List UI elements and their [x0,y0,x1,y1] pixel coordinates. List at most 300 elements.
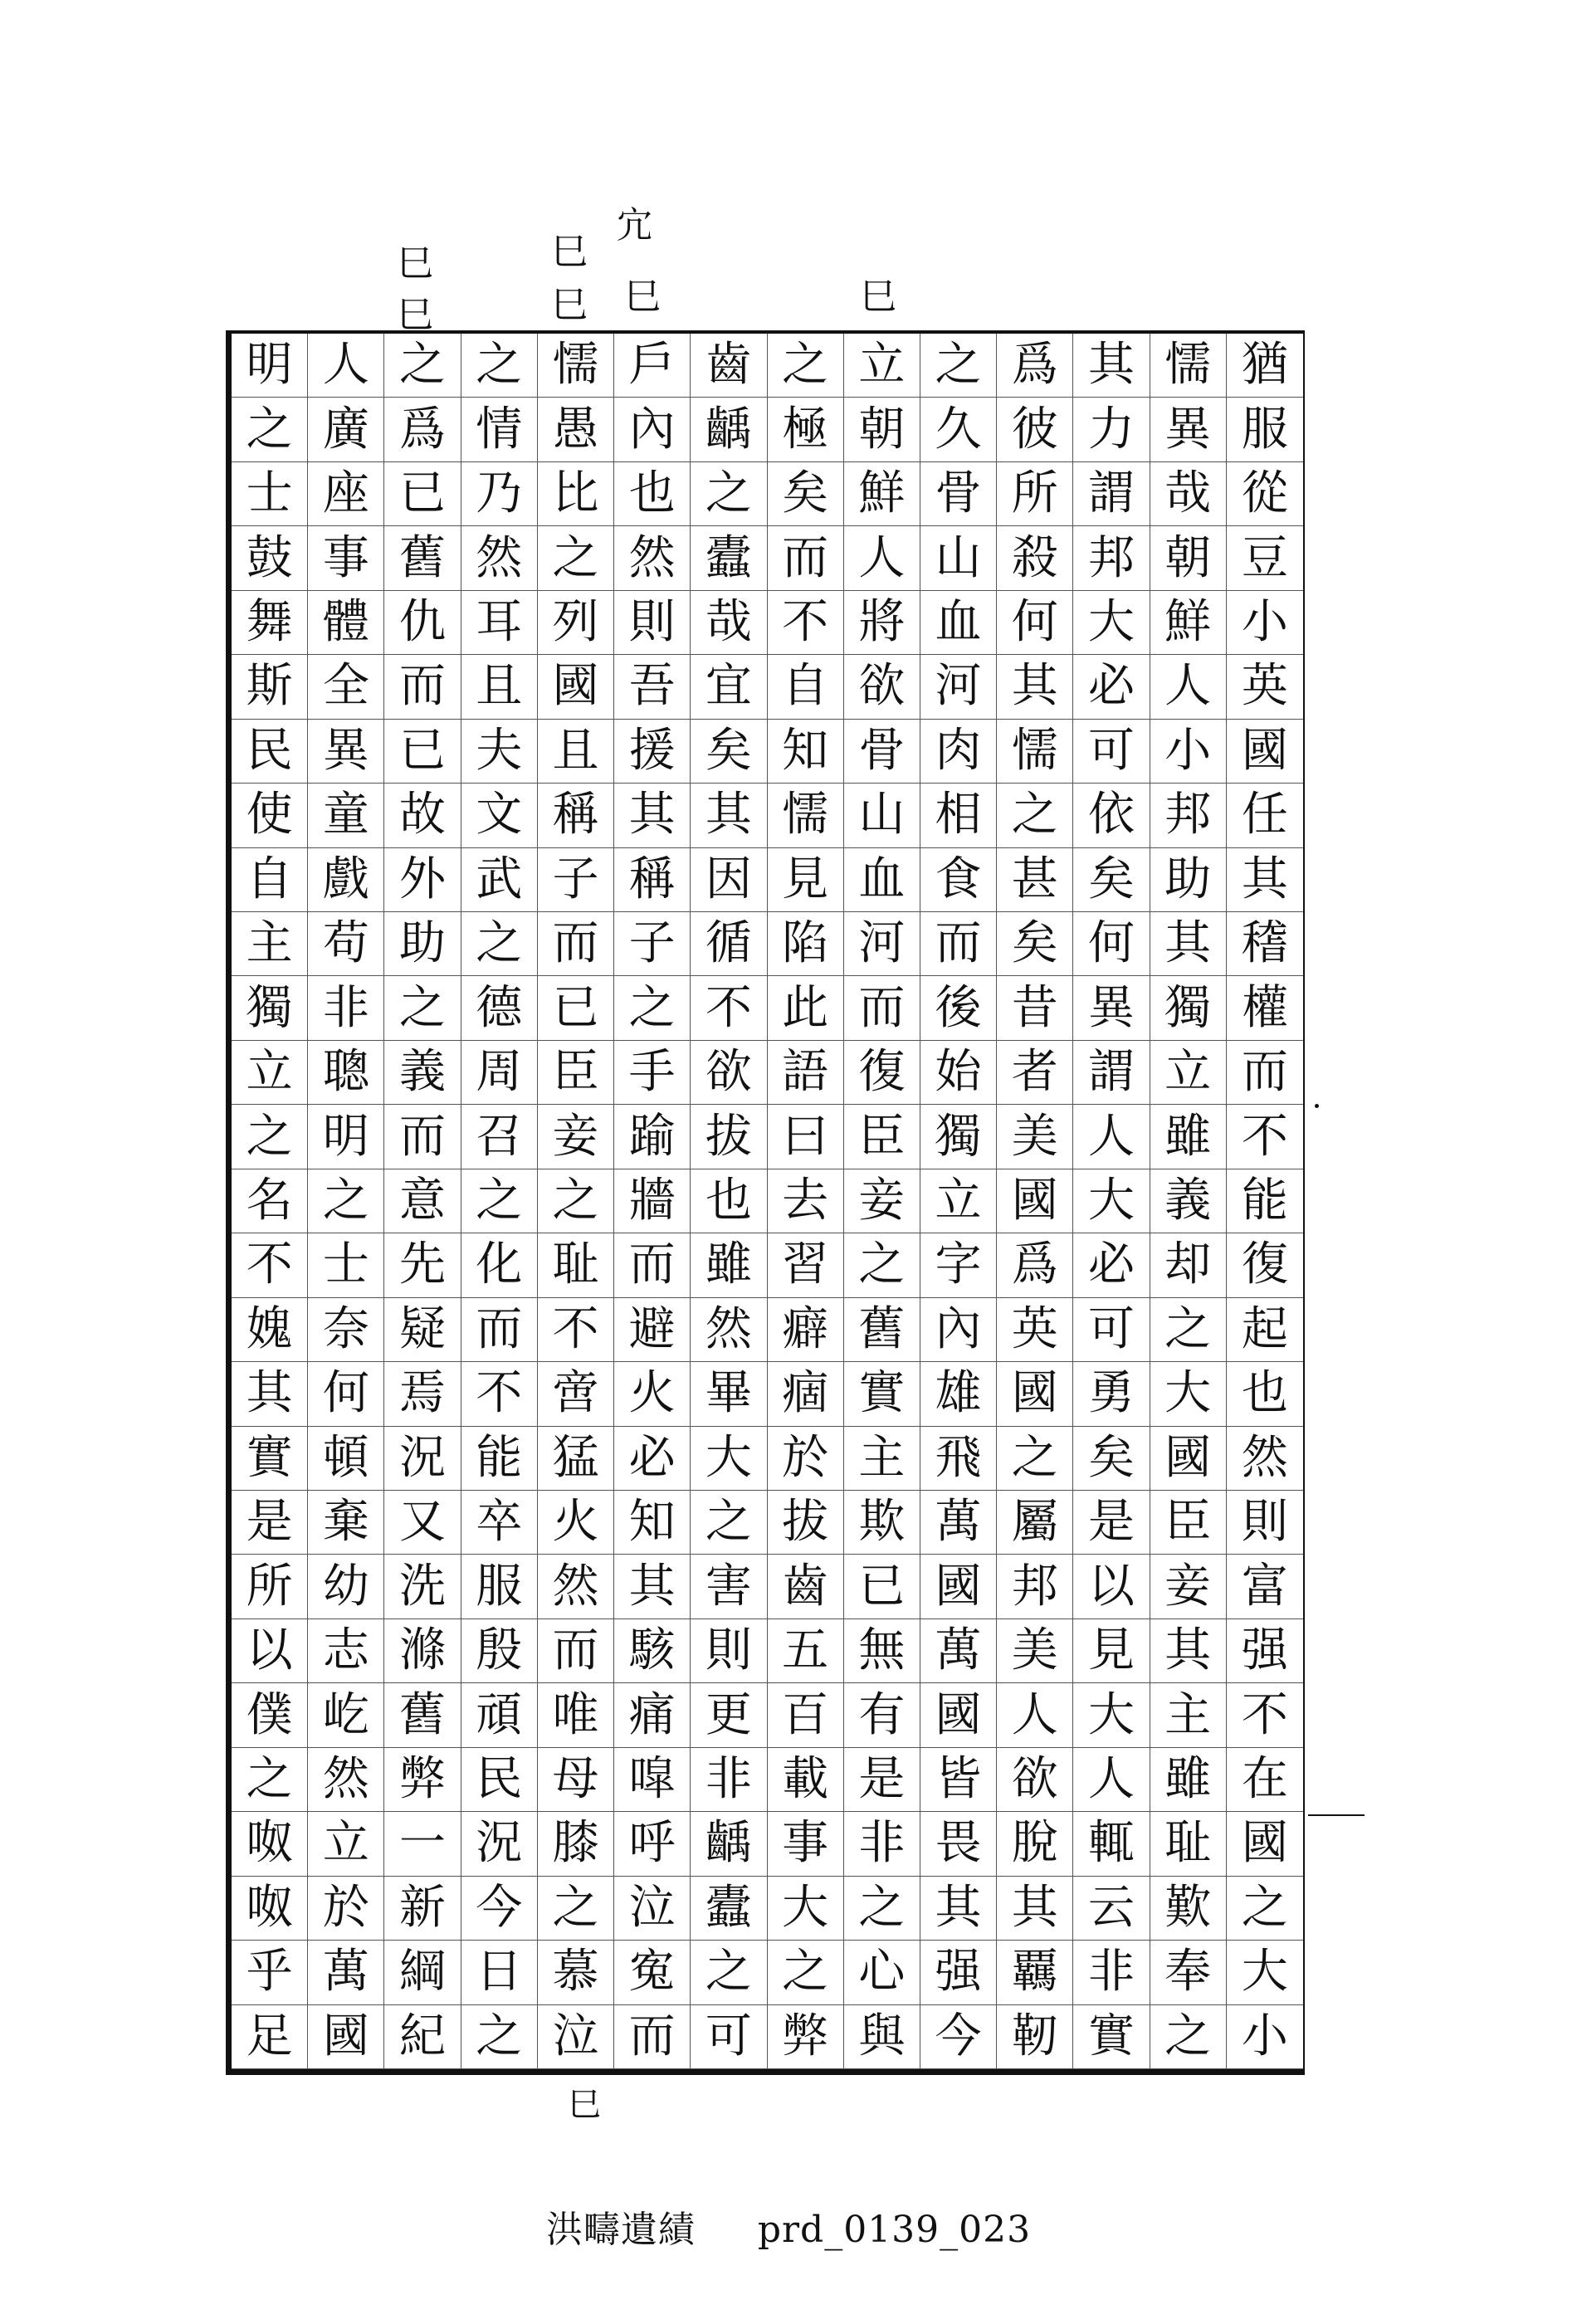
grid-cell: 强 [920,1941,997,2004]
grid-cell: 然 [691,1298,767,1362]
grid-cell: 臣 [538,1041,614,1105]
grid-cell: 去 [768,1169,844,1233]
grid-cell: 將 [844,591,920,655]
grid-cell: 人 [844,526,920,590]
grid-cell: 已 [384,720,461,784]
grid-cell: 雖 [691,1233,767,1297]
grid-cell: 今 [461,1877,538,1941]
grid-cell: 皆 [920,1748,997,1812]
grid-cell: 斯 [232,655,308,719]
grid-cell: 自 [768,655,844,719]
grid-cell: 妾 [1150,1555,1227,1618]
grid-cell: 且 [461,655,538,719]
grid-cell: 齲 [691,398,767,461]
grid-cell: 英 [1227,655,1303,719]
grid-cell: 啻 [538,1362,614,1426]
grid-cell: 見 [1073,1619,1150,1683]
grid-cell: 異 [308,720,384,784]
grid-cell: 武 [461,848,538,912]
grid-cell: 知 [768,720,844,784]
grid-cell: 紀 [384,2005,461,2069]
grid-cell: 之 [1227,1877,1303,1941]
grid-cell: 萬 [920,1491,997,1555]
grid-cell: 血 [844,848,920,912]
grid-cell: 國 [538,655,614,719]
grid-cell: 民 [461,1748,538,1812]
grid-cell: 之 [461,334,538,398]
grid-cell: 其 [1150,1619,1227,1683]
grid-cell: 志 [308,1619,384,1683]
grid-cell: 日 [461,1941,538,2004]
grid-cell: 矣 [691,720,767,784]
grid-cell: 從 [1227,462,1303,526]
grid-cell: 稱 [538,784,614,847]
grid-cell: 吾 [614,655,691,719]
grid-cell: 獨 [1150,976,1227,1040]
grid-cell: 德 [461,976,538,1040]
grid-cell: 懦 [768,784,844,847]
grid-cell: 雖 [1150,1748,1227,1812]
grid-cell: 矣 [768,462,844,526]
grid-cell: 奈 [308,1298,384,1362]
grid-cell: 萬 [920,1619,997,1683]
page-footer [0,2200,1577,2253]
grid-cell: 殺 [997,526,1073,590]
footer-code: prd_0139_023 [757,2209,1032,2251]
grid-cell: 肉 [920,720,997,784]
grid-cell: 哉 [691,591,767,655]
grid-cell: 人 [1073,1748,1150,1812]
grid-cell: 主 [844,1427,920,1491]
grid-cell: 頓 [308,1427,384,1491]
grid-cell: 也 [691,1169,767,1233]
grid-cell: 何 [308,1362,384,1426]
grid-cell: 見 [768,848,844,912]
grid-cell: 已 [844,1555,920,1618]
grid-cell: 其 [1073,334,1150,398]
grid-cell: 不 [461,1362,538,1426]
grid-cell: 則 [1227,1491,1303,1555]
grid-cell: 謂 [1073,1041,1150,1105]
grid-cell: 自 [232,848,308,912]
grid-cell: 邦 [1150,784,1227,847]
grid-cell: 比 [538,462,614,526]
grid-cell: 妾 [844,1169,920,1233]
grid-cell: 且 [538,720,614,784]
grid-cell: 泣 [614,1877,691,1941]
grid-cell: 棄 [308,1491,384,1555]
grid-cell: 大 [691,1427,767,1491]
grid-cell: 骨 [844,720,920,784]
grid-cell: 耻 [538,1233,614,1297]
grid-cell: 豆 [1227,526,1303,590]
grid-cell: 臣 [844,1105,920,1169]
grid-cell: 立 [308,1812,384,1876]
grid-cell: 非 [691,1748,767,1812]
grid-cell: 靭 [997,2005,1073,2069]
grid-cell: 呶 [232,1812,308,1876]
grid-cell: 因 [691,848,767,912]
grid-cell: 害 [691,1555,767,1618]
grid-cell: 之 [384,976,461,1040]
grid-cell: 曰 [768,1105,844,1169]
grid-cell: 義 [384,1041,461,1105]
grid-cell: 鼓 [232,526,308,590]
grid-cell: 矣 [997,912,1073,976]
grid-cell: 是 [1073,1491,1150,1555]
grid-cell: 相 [920,784,997,847]
grid-cell: 朝 [844,398,920,461]
grid-cell: 文 [461,784,538,847]
grid-cell: 而 [538,1619,614,1683]
grid-cell: 之 [691,462,767,526]
grid-cell: 拔 [768,1491,844,1555]
grid-cell: 而 [844,976,920,1040]
grid-cell: 服 [461,1555,538,1618]
grid-cell: 循 [691,912,767,976]
grid-cell: 更 [691,1683,767,1747]
grid-cell: 國 [997,1362,1073,1426]
grid-cell: 必 [1073,1233,1150,1297]
grid-cell: 之 [844,1877,920,1941]
grid-cell: 其 [614,1555,691,1618]
grid-cell: 卒 [461,1491,538,1555]
grid-cell: 必 [1073,655,1150,719]
grid-cell: 立 [1150,1041,1227,1105]
grid-cell: 而 [1227,1041,1303,1105]
annotation: 巳 [551,231,588,273]
grid-cell: 屹 [308,1683,384,1747]
grid-cell: 語 [768,1041,844,1105]
grid-cell: 廣 [308,398,384,461]
grid-cell: 之 [461,912,538,976]
grid-cell: 童 [308,784,384,847]
grid-cell: 之 [538,526,614,590]
grid-cell: 而 [614,1233,691,1297]
grid-cell: 一 [384,1812,461,1876]
grid-cell: 云 [1073,1877,1150,1941]
grid-cell: 宜 [691,655,767,719]
grid-cell: 先 [384,1233,461,1297]
grid-cell: 依 [1073,784,1150,847]
manuscript-grid [226,330,1305,2075]
grid-cell: 極 [768,398,844,461]
grid-cell: 舊 [384,1683,461,1747]
grid-cell: 非 [308,976,384,1040]
grid-cell: 戶 [614,334,691,398]
grid-cell: 矣 [1073,1427,1150,1491]
grid-cell: 非 [844,1812,920,1876]
grid-cell: 已 [538,976,614,1040]
grid-cell: 又 [384,1491,461,1555]
grid-cell: 座 [308,462,384,526]
grid-cell: 然 [308,1748,384,1812]
grid-cell: 之 [232,1105,308,1169]
grid-cell: 援 [614,720,691,784]
grid-cell: 聰 [308,1041,384,1105]
grid-cell: 非 [1073,1941,1150,2004]
grid-cell: 鮮 [1150,591,1227,655]
grid-cell: 愚 [538,398,614,461]
grid-cell: 心 [844,1941,920,2004]
grid-cell: 不 [232,1233,308,1297]
grid-cell: 脫 [997,1812,1073,1876]
grid-cell: 骨 [920,462,997,526]
grid-cell: 齒 [691,334,767,398]
grid-cell: 欲 [844,655,920,719]
grid-cell: 列 [538,591,614,655]
grid-cell: 此 [768,976,844,1040]
grid-cell: 於 [768,1427,844,1491]
grid-cell: 之 [614,976,691,1040]
grid-cell: 之 [1150,1298,1227,1362]
grid-cell: 牆 [614,1169,691,1233]
grid-cell: 五 [768,1619,844,1683]
grid-cell: 無 [844,1619,920,1683]
grid-cell: 之 [232,1748,308,1812]
grid-cell: 血 [920,591,997,655]
grid-cell: 其 [614,784,691,847]
grid-cell: 其 [997,1877,1073,1941]
grid-cell: 則 [691,1619,767,1683]
text-grid [232,334,1303,2069]
grid-cell: 不 [1227,1105,1303,1169]
grid-cell: 是 [844,1748,920,1812]
grid-cell: 邦 [1073,526,1150,590]
grid-cell: 呼 [614,1812,691,1876]
grid-cell: 者 [997,1041,1073,1105]
grid-cell: 故 [384,784,461,847]
grid-cell: 雖 [1150,1105,1227,1169]
grid-cell: 所 [232,1555,308,1618]
grid-cell: 萬 [308,1941,384,2004]
grid-cell: 內 [920,1298,997,1362]
annotation: 巳 [624,276,661,318]
grid-cell: 洗 [384,1555,461,1618]
grid-cell: 復 [1227,1233,1303,1297]
grid-cell: 火 [538,1491,614,1555]
grid-cell: 也 [1227,1362,1303,1426]
grid-cell: 陷 [768,912,844,976]
grid-cell: 況 [384,1427,461,1491]
grid-cell: 服 [1227,398,1303,461]
grid-cell: 可 [1073,1298,1150,1362]
grid-cell: 足 [232,2005,308,2069]
grid-cell: 河 [920,655,997,719]
grid-cell: 之 [538,1877,614,1941]
grid-cell: 士 [232,462,308,526]
grid-cell: 畏 [920,1812,997,1876]
grid-cell: 哉 [1150,462,1227,526]
grid-cell: 焉 [384,1362,461,1426]
grid-cell: 載 [768,1748,844,1812]
grid-cell: 是 [232,1491,308,1555]
grid-cell: 火 [614,1362,691,1426]
grid-cell: 主 [1150,1683,1227,1747]
grid-cell: 百 [768,1683,844,1747]
grid-cell: 明 [232,334,308,398]
grid-cell: 仇 [384,591,461,655]
grid-cell: 舊 [384,526,461,590]
grid-cell: 之 [384,334,461,398]
grid-cell: 大 [1150,1362,1227,1426]
grid-cell: 强 [1227,1619,1303,1683]
grid-cell: 於 [308,1877,384,1941]
grid-cell: 可 [691,2005,767,2069]
grid-cell: 之 [461,1169,538,1233]
grid-cell: 以 [232,1619,308,1683]
grid-cell: 膝 [538,1812,614,1876]
grid-cell: 其 [691,784,767,847]
grid-cell: 臣 [1150,1491,1227,1555]
annotation: 巳 [397,294,433,336]
grid-cell: 之 [997,784,1073,847]
grid-cell: 周 [461,1041,538,1105]
grid-cell: 寃 [614,1941,691,2004]
grid-cell: 有 [844,1683,920,1747]
grid-cell: 國 [920,1555,997,1618]
margin-rule [1308,1814,1365,1816]
grid-cell: 已 [384,462,461,526]
grid-cell: 耳 [461,591,538,655]
grid-cell: 懦 [1150,334,1227,398]
grid-cell: 事 [768,1812,844,1876]
grid-cell: 能 [461,1427,538,1491]
grid-cell: 使 [232,784,308,847]
grid-cell: 大 [1073,1169,1150,1233]
grid-cell: 之 [768,334,844,398]
grid-cell: 𥡴 [1227,912,1303,976]
grid-cell: 山 [844,784,920,847]
grid-cell: 唯 [538,1683,614,1747]
grid-cell: 任 [1227,784,1303,847]
grid-cell: 知 [614,1491,691,1555]
grid-cell: 小 [1150,720,1227,784]
grid-cell: 後 [920,976,997,1040]
grid-cell: 民 [232,720,308,784]
grid-cell: 懦 [538,334,614,398]
grid-cell: 明 [308,1105,384,1169]
annotation: 巳 [551,284,588,326]
grid-cell: 今 [920,2005,997,2069]
grid-cell: 僕 [232,1683,308,1747]
grid-cell: 幼 [308,1555,384,1618]
grid-cell: 輒 [1073,1812,1150,1876]
grid-cell: 手 [614,1041,691,1105]
annotation: 宂 [616,204,652,247]
grid-cell: 則 [614,591,691,655]
grid-cell: 體 [308,591,384,655]
grid-cell: 大 [1227,1941,1303,2004]
grid-cell: 齒 [768,1555,844,1618]
grid-cell: 之 [691,1491,767,1555]
grid-cell: 異 [1073,976,1150,1040]
grid-cell: 新 [384,1877,461,1941]
grid-cell: 力 [1073,398,1150,461]
grid-cell: 富 [1227,1555,1303,1618]
grid-cell: 國 [1227,1812,1303,1876]
grid-cell: 習 [768,1233,844,1297]
grid-cell: 國 [920,1683,997,1747]
grid-cell: 不 [768,591,844,655]
grid-cell: 却 [1150,1233,1227,1297]
grid-cell: 奉 [1150,1941,1227,2004]
grid-cell: 意 [384,1169,461,1233]
grid-cell: 之 [461,2005,538,2069]
grid-cell: 大 [768,1877,844,1941]
grid-cell: 立 [844,334,920,398]
grid-cell: 猛 [538,1427,614,1491]
grid-cell: 乎 [232,1941,308,2004]
grid-cell: 人 [1150,655,1227,719]
grid-cell: 疑 [384,1298,461,1362]
grid-cell: 之 [768,1941,844,2004]
grid-cell: 不 [538,1298,614,1362]
grid-cell: 妾 [538,1105,614,1169]
grid-cell: 英 [997,1298,1073,1362]
grid-cell: 而 [920,912,997,976]
grid-cell: 始 [920,1041,997,1105]
grid-cell: 河 [844,912,920,976]
grid-cell: 而 [768,526,844,590]
grid-cell: 慕 [538,1941,614,2004]
grid-cell: 久 [920,398,997,461]
grid-cell: 人 [997,1683,1073,1747]
grid-cell: 不 [1227,1683,1303,1747]
grid-cell: 其 [920,1877,997,1941]
grid-cell: 助 [1150,848,1227,912]
grid-cell: 欲 [691,1041,767,1105]
grid-cell: 拔 [691,1105,767,1169]
grid-cell: 爲 [997,1233,1073,1297]
grid-cell: 可 [1073,720,1150,784]
grid-cell: 人 [1073,1105,1150,1169]
grid-cell: 彼 [997,398,1073,461]
grid-cell: 人 [308,334,384,398]
grid-cell: 痼 [768,1362,844,1426]
grid-cell: 噑 [614,1748,691,1812]
grid-cell: 獨 [232,976,308,1040]
grid-cell: 義 [1150,1169,1227,1233]
grid-cell: 小 [1227,2005,1303,2069]
grid-cell: 爲 [384,398,461,461]
grid-cell: 之 [920,334,997,398]
grid-cell: 何 [1073,912,1150,976]
grid-cell: 夫 [461,720,538,784]
grid-cell: 實 [1073,2005,1150,2069]
grid-cell: 謂 [1073,462,1150,526]
grid-cell: 懦 [997,720,1073,784]
grid-cell: 食 [920,848,997,912]
grid-cell: 與 [844,2005,920,2069]
grid-cell: 矣 [1073,848,1150,912]
grid-cell: 欲 [997,1748,1073,1812]
grid-cell: 之 [1150,2005,1227,2069]
grid-cell: 避 [614,1298,691,1362]
grid-cell: 不 [691,976,767,1040]
grid-cell: 頑 [461,1683,538,1747]
grid-cell: 而 [384,1105,461,1169]
grid-cell: 畢 [691,1362,767,1426]
grid-cell: 舊 [844,1298,920,1362]
grid-cell: 之 [308,1169,384,1233]
grid-cell: 耻 [1150,1812,1227,1876]
grid-cell: 弊 [768,2005,844,2069]
grid-cell: 乃 [461,462,538,526]
grid-cell: 國 [308,2005,384,2069]
annotation: 巳 [860,276,896,318]
grid-cell: 綱 [384,1941,461,2004]
